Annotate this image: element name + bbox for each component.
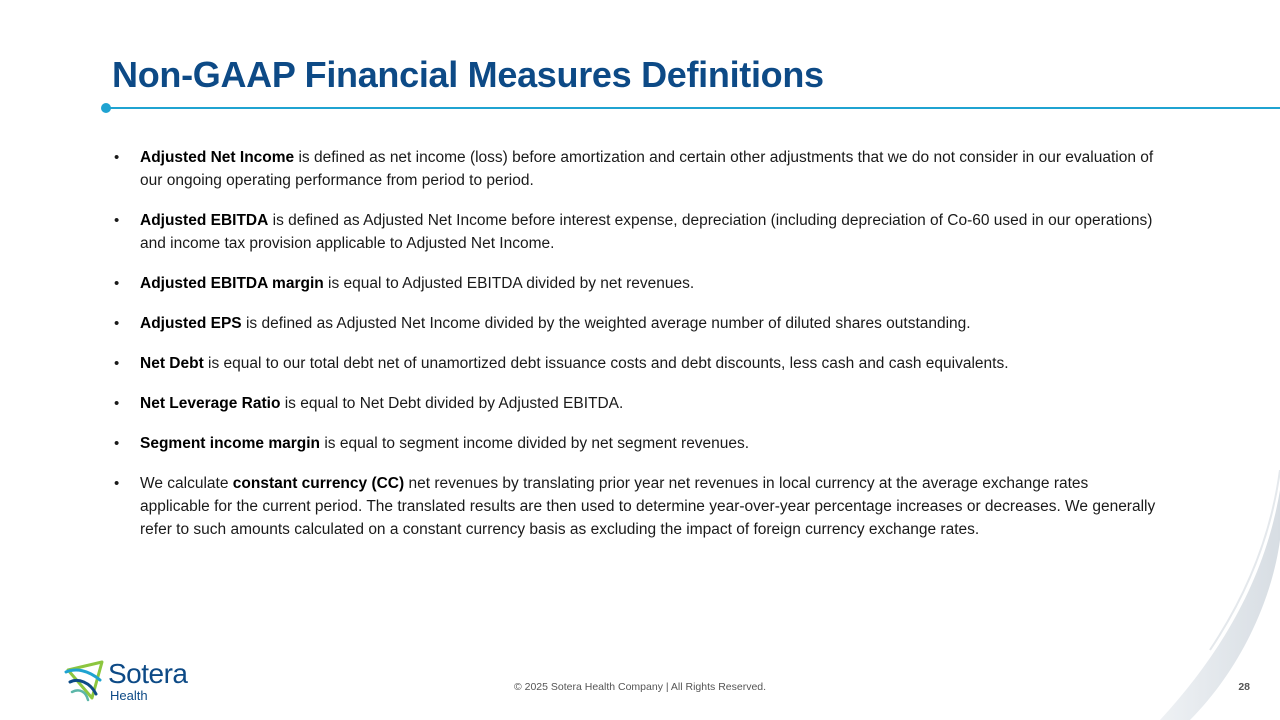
definition-text: is equal to Net Debt divided by Adjusted EBITDA. bbox=[280, 395, 624, 412]
definition-constant-currency bbox=[112, 472, 1162, 541]
definition-net-debt bbox=[112, 352, 1162, 375]
definition-term: Adjusted Net Income bbox=[140, 149, 295, 166]
definition-adjusted-ebitda-margin bbox=[112, 272, 1162, 295]
definition-text: is defined as Adjusted Net Income divided by the weighted average number of diluted shares outstanding. bbox=[241, 315, 971, 332]
page-number: 28 bbox=[1238, 681, 1250, 693]
definition-adjusted-net-income bbox=[112, 146, 1162, 192]
logo-subtitle: Health bbox=[110, 688, 148, 703]
definition-term: Segment income margin bbox=[140, 435, 321, 452]
definitions-list bbox=[112, 146, 1162, 558]
definition-lead: We calculate bbox=[140, 475, 233, 492]
definition-text: is defined as net income (loss) before amortization and certain other adjustments that we do not consider in our evaluation of our ongoing operating performance from period to period. bbox=[140, 149, 1154, 189]
definition-term: Net Debt bbox=[140, 355, 204, 372]
definition-term: Adjusted EBITDA margin bbox=[140, 275, 324, 292]
definition-adjusted-eps bbox=[112, 312, 1162, 335]
title-underline bbox=[105, 107, 1280, 109]
definition-term: constant currency (CC) bbox=[232, 475, 405, 492]
definition-text: is equal to Adjusted EBITDA divided by net revenues. bbox=[323, 275, 695, 292]
definition-text: net revenues by translating prior year net revenues in local currency at the average exchange rates applicable for the current period. The translated results are then used to determine year-over-year percentage increases or decreases. We generally refer to such amounts calculated on a constant currency basis as excluding the impact of foreign currency exchange rates. bbox=[140, 475, 1156, 538]
definition-adjusted-ebitda bbox=[112, 209, 1162, 255]
definition-text: is equal to segment income divided by net segment revenues. bbox=[320, 435, 750, 452]
footer-copyright: © 2025 Sotera Health Company | All Rights Reserved. bbox=[513, 681, 767, 693]
definition-term: Adjusted EBITDA bbox=[140, 212, 269, 229]
title-underline-dot bbox=[101, 103, 111, 113]
definition-term: Adjusted EPS bbox=[140, 315, 242, 332]
definition-term: Net Leverage Ratio bbox=[140, 395, 281, 412]
definition-segment-income-margin bbox=[112, 432, 1162, 455]
page-title: Non-GAAP Financial Measures Definitions bbox=[112, 54, 824, 95]
definition-text: is defined as Adjusted Net Income before interest expense, depreciation (including depreciation of Co-60 used in our operations) and income tax provision applicable to Adjusted Net Income. bbox=[140, 212, 1153, 252]
definition-net-leverage-ratio bbox=[112, 392, 1162, 415]
definition-text: is equal to our total debt net of unamortized debt issuance costs and debt discounts, less cash and cash equivalents. bbox=[203, 355, 1009, 372]
logo-wordmark: Sotera bbox=[108, 658, 188, 689]
